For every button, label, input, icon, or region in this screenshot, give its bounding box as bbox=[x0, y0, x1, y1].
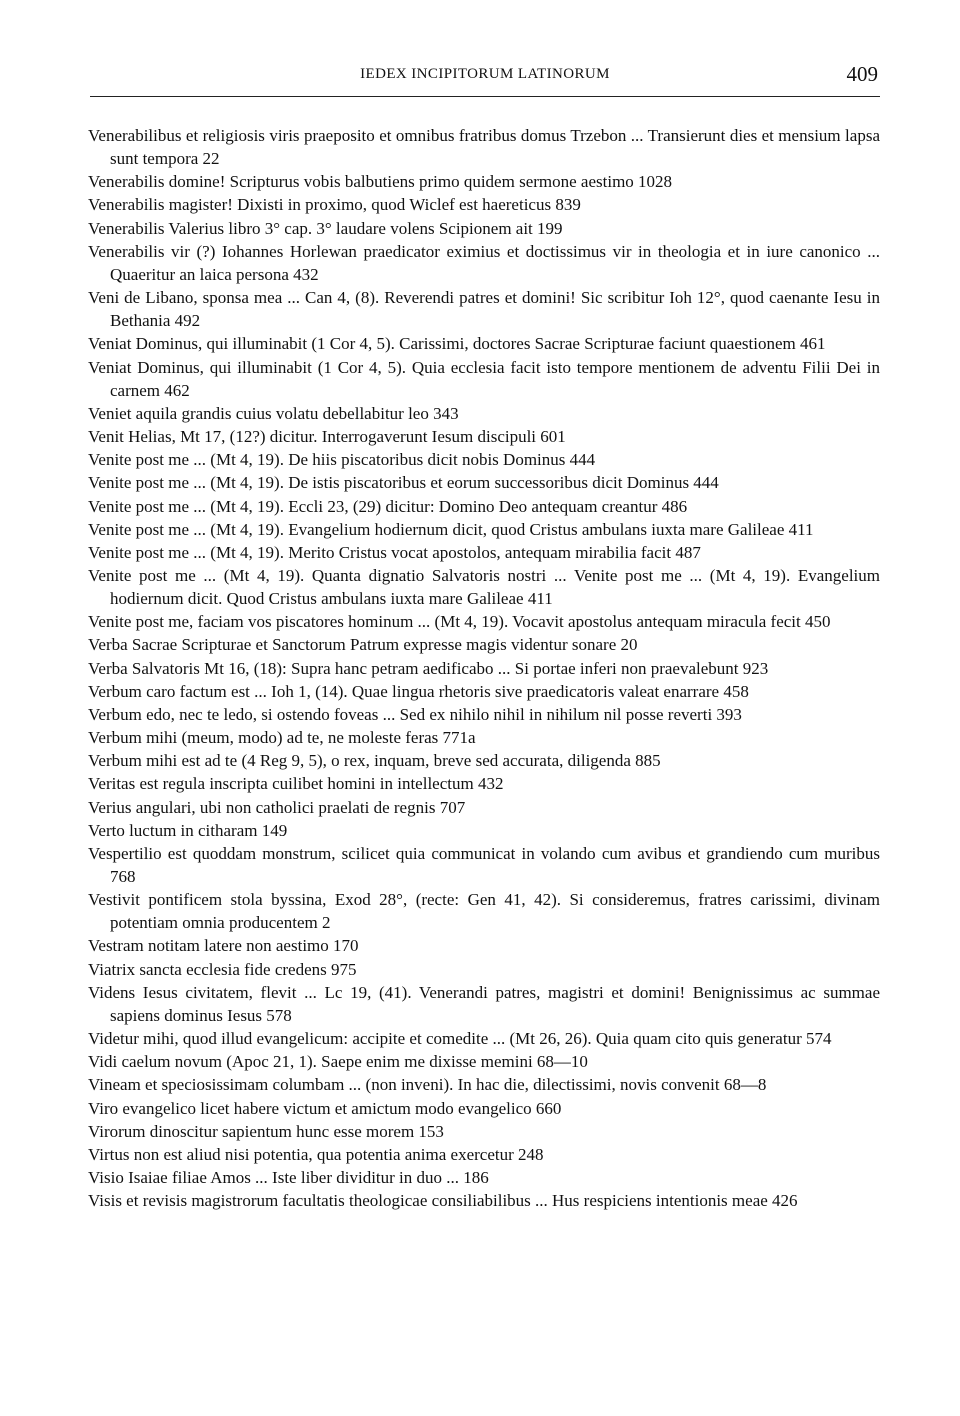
index-entry: Verbum caro factum est ... Ioh 1, (14). Quae lingua rhetoris sive praedicatoris valeat enarrare 458 bbox=[88, 681, 749, 701]
index-entry: Visio Isaiae filiae Amos ... Iste liber dividitur in duo ... 186 bbox=[88, 1168, 489, 1188]
index-entry-list bbox=[88, 124, 880, 1212]
index-entry: Virorum dinoscitur sapientum hunc esse morem 153 bbox=[88, 1121, 444, 1141]
index-entry: Venite post me ... (Mt 4, 19). De istis piscatoribus et eorum successoribus dicit Dominus 444 bbox=[88, 473, 719, 493]
index-entry: Virtus non est aliud nisi potentia, qua potentia anima exercetur 248 bbox=[88, 1144, 544, 1164]
running-title: IEDEX INCIPITORUM LATINORUM bbox=[360, 66, 610, 82]
index-entry: Vestivit pontificem stola byssina, Exod 28°, (recte: Gen 41, 42). Si consideremus, fratres carissimi, divinam potentiam omnia producentem 2 bbox=[88, 890, 880, 933]
index-entry: Videns Iesus civitatem, flevit ... Lc 19, (41). Venerandi patres, magistri et domini! Benignissimus ac summae sapiens dominus Iesus 578 bbox=[88, 982, 880, 1025]
index-entry: Venerabilis vir (?) Iohannes Horlewan praedicator eximius et doctissimus vir in theologia et in iure canonico ... Quaeritur an laica persona 432 bbox=[88, 241, 880, 284]
index-entry: Videtur mihi, quod illud evangelicum: accipite et comedite ... (Mt 26, 26). Quia quam cito quis generatur 574 bbox=[88, 1029, 832, 1049]
index-entry: Visis et revisis magistrorum facultatis theologicae consiliabilibus ... Hus respiciens intentionis meae 426 bbox=[88, 1191, 798, 1211]
index-entry: Verbum mihi est ad te (4 Reg 9, 5), o rex, inquam, breve sed accurata, diligenda 885 bbox=[88, 751, 661, 771]
index-entry: Venite post me ... (Mt 4, 19). Merito Cristus vocat apostolos, antequam mirabilia facit 487 bbox=[88, 542, 701, 562]
index-entry: Venite post me ... (Mt 4, 19). De hiis piscatoribus dicit nobis Dominus 444 bbox=[88, 450, 596, 470]
index-entry: Venit Helias, Mt 17, (12?) dicitur. Interrogaverunt Iesum discipuli 601 bbox=[88, 427, 566, 447]
index-entry: Vespertilio est quoddam monstrum, scilicet quia communicat in volando cum avibus et grandiendo cum muribus 768 bbox=[88, 843, 880, 886]
index-entry: Verius angulari, ubi non catholici praelati de regnis 707 bbox=[88, 797, 466, 817]
page-number: 409 bbox=[846, 62, 878, 86]
index-entry: Vineam et speciosissimam columbam ... (non inveni). In hac die, dilectissimi, novis convenit 68—8 bbox=[88, 1075, 767, 1095]
index-entry: Veniet aquila grandis cuius volatu debellabitur leo 343 bbox=[88, 403, 459, 423]
index-entry: Verba Sacrae Scripturae et Sanctorum Patrum expresse magis videntur sonare 20 bbox=[88, 635, 638, 655]
index-entry: Venerabilis Valerius libro 3° cap. 3° laudare volens Scipionem ait 199 bbox=[88, 218, 563, 238]
index-entry: Veniat Dominus, qui illuminabit (1 Cor 4, 5). Carissimi, doctores Sacrae Scripturae faciunt quaestionem 461 bbox=[88, 334, 826, 354]
index-entry: Venite post me, faciam vos piscatores hominum ... (Mt 4, 19). Vocavit apostolus antequam miracula fecit 450 bbox=[88, 612, 831, 632]
index-entry: Vidi caelum novum (Apoc 21, 1). Saepe enim me dixisse memini 68—10 bbox=[88, 1052, 588, 1072]
index-entry: Venite post me ... (Mt 4, 19). Eccli 23, (29) dicitur: Domino Deo antequam creantur 486 bbox=[88, 496, 688, 516]
index-entry: Venite post me ... (Mt 4, 19). Evangelium hodiernum dicit, quod Cristus ambulans iuxta mare Galileae 411 bbox=[88, 519, 814, 539]
index-entry: Venerabilis domine! Scripturus vobis balbutiens primo quidem sermone aestimo 1028 bbox=[88, 172, 673, 192]
index-entry: Veniat Dominus, qui illuminabit (1 Cor 4, 5). Quia ecclesia facit isto tempore mentionem de adventu Filii Dei in carnem 462 bbox=[88, 357, 880, 400]
index-entry: Veni de Libano, sponsa mea ... Can 4, (8). Reverendi patres et domini! Sic scribitur Ioh 12°, quod caenante Iesu in Bethania 492 bbox=[88, 288, 880, 331]
index-entry: Venerabilis magister! Dixisti in proximo, quod Wiclef est haereticus 839 bbox=[88, 195, 581, 215]
index-entry: Viro evangelico licet habere victum et amictum modo evangelico 660 bbox=[88, 1098, 562, 1118]
index-entry: Venite post me ... (Mt 4, 19). Quanta dignatio Salvatoris nostri ... Venite post me ... (Mt 4, 19). Evangelium hodiernum dicit. Quod Cristus ambulans iuxta mare Galileae 411 bbox=[88, 565, 880, 609]
index-entry: Vestram notitam latere non aestimo 170 bbox=[88, 936, 359, 956]
index-entry: Verto luctum in citharam 149 bbox=[88, 820, 288, 840]
index-entry: Veritas est regula inscripta cuilibet homini in intellectum 432 bbox=[88, 774, 504, 794]
index-entry: Viatrix sancta ecclesia fide credens 975 bbox=[88, 959, 357, 979]
index-entry: Verbum mihi (meum, modo) ad te, ne moleste feras 771a bbox=[88, 728, 476, 748]
page-header bbox=[90, 60, 880, 94]
index-entry: Venerabilibus et religiosis viris praeposito et omnibus fratribus domus Trzebon ... Transierunt dies et mensium lapsa sunt tempora 22 bbox=[88, 126, 880, 169]
index-entry: Verba Salvatoris Mt 16, (18): Supra hanc petram aedificabo ... Si portae inferi non praevalebunt 923 bbox=[88, 658, 769, 678]
header-rule bbox=[90, 96, 880, 97]
index-entry: Verbum edo, nec te ledo, si ostendo foveas ... Sed ex nihilo nihil in nihilum nil posse reverti 393 bbox=[88, 704, 742, 724]
